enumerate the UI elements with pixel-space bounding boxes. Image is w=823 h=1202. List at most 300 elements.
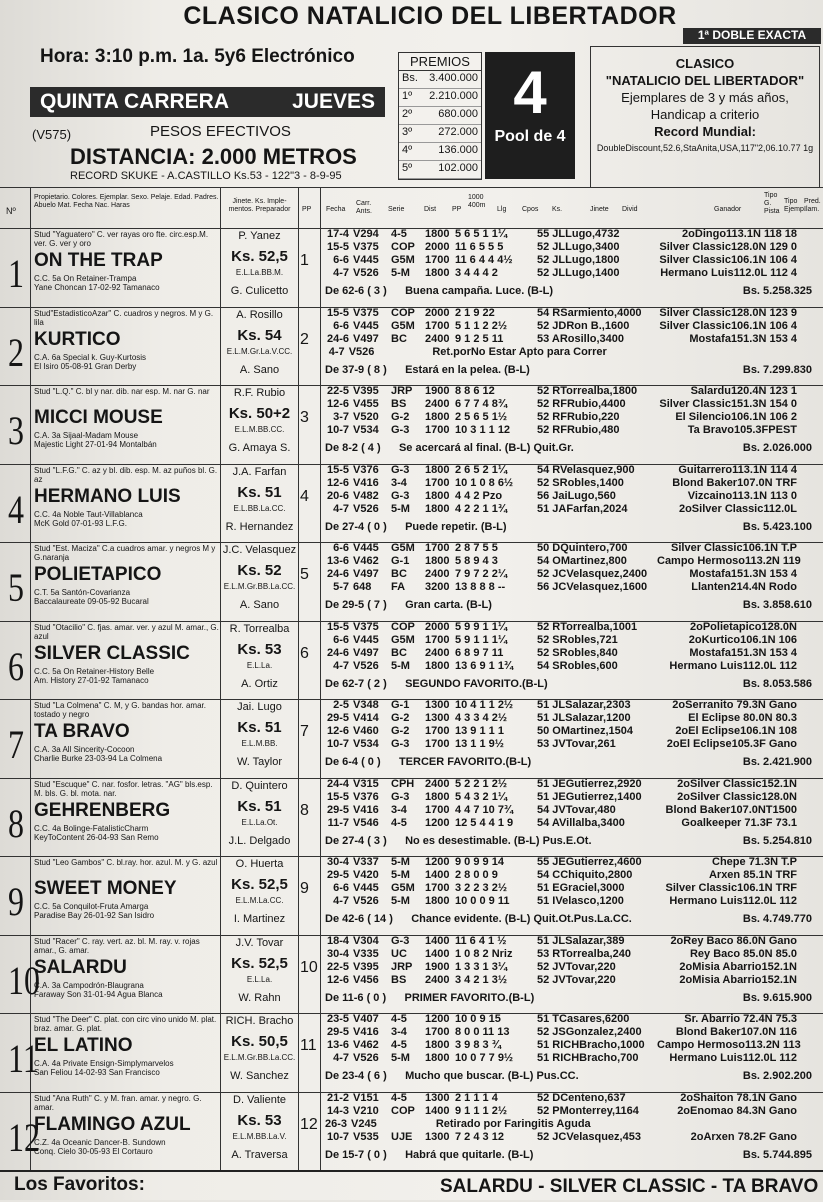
run-serie: 5-M <box>391 869 410 881</box>
post-position: 2 <box>300 330 309 348</box>
run-pos: 9 1 2 5 11 <box>455 332 504 345</box>
run-jock: 55 JEGutierrez,4600 <box>537 856 642 868</box>
run-serie: 4-5 <box>391 1091 407 1104</box>
past-run <box>325 738 820 751</box>
entry-number: 2 <box>8 329 24 375</box>
run-pos: 5 9 1 1 1¼ <box>455 633 507 646</box>
run-pos: 10 3 1 1 12 <box>455 424 511 436</box>
run-pos: 13 6 9 1 1¾ <box>455 659 514 672</box>
prize-row: 5º 102.000 <box>399 161 481 179</box>
run-carr: V376 <box>353 463 379 476</box>
horse-name: POLIETAPICO <box>34 564 162 585</box>
run-carr: V460 <box>353 725 379 737</box>
run-carr: V497 <box>353 646 379 659</box>
entry-comment-line <box>325 678 820 690</box>
run-carr: V375 <box>353 306 379 319</box>
run-jock: 51 JEGutierrez,2920 <box>537 777 642 790</box>
jockey-name: Jai. Lugo <box>237 701 282 713</box>
entry-comment-line <box>325 364 820 376</box>
past-run <box>325 307 820 320</box>
carrera-day: JUEVES <box>292 90 375 113</box>
run-carr: V304 <box>353 934 379 947</box>
run-pos: 2 5 6 5 1½ <box>455 411 507 423</box>
run-winner: Hermano Luis112.0L 112 4 <box>660 267 797 279</box>
run-date: 24-4 <box>326 777 349 790</box>
run-date: 4-7 <box>333 1052 349 1064</box>
past-run <box>325 267 820 280</box>
run-date: 12-6 <box>326 725 349 737</box>
run-carr: V462 <box>353 1039 379 1051</box>
run-date: 12-6 <box>326 476 349 489</box>
trainer-name: A. Sano <box>239 599 280 611</box>
past-run <box>325 1039 820 1052</box>
horse-entry <box>0 1013 823 1093</box>
horse-name: ON THE TRAP <box>34 250 163 271</box>
run-pos: Retirado por Faringitis Aguda <box>435 1117 591 1130</box>
weight: Ks. 52,5 <box>231 876 288 893</box>
past-run <box>325 725 820 738</box>
run-winner: Mostafa151.3N 153 4 <box>689 332 797 345</box>
run-dist: 1800 <box>425 411 450 423</box>
equipment: E.L.M.BB.La.V. <box>232 1131 287 1141</box>
run-pos: 10 4 1 1 2½ <box>455 699 514 711</box>
run-serie: BS <box>391 973 407 986</box>
run-date: 26-3 <box>325 1117 348 1130</box>
equipment: E.L.La.Ot. <box>241 817 278 827</box>
run-serie: FA <box>391 581 406 593</box>
run-dist: 1900 <box>425 960 450 973</box>
run-pos: 5 8 9 4 3 <box>455 555 498 567</box>
run-winner: Llanten214.4N Rodo <box>691 581 797 593</box>
post-position: 4 <box>300 487 309 505</box>
run-serie: G-3 <box>391 463 410 476</box>
run-serie: COP <box>391 241 415 253</box>
run-jock: 51 JAFarfan,2024 <box>537 502 628 515</box>
run-serie: 4-5 <box>391 1013 407 1025</box>
past-performances <box>325 935 820 987</box>
past-performances <box>325 464 820 516</box>
run-winner: El Silencio106.1N 106 2 <box>675 411 797 423</box>
run-pos: 2 1 9 22 <box>455 306 495 319</box>
past-run <box>325 699 820 712</box>
run-date: 24-6 <box>326 332 349 345</box>
prize-row: Bs. 3.400.000 <box>399 71 481 89</box>
run-date: 6-6 <box>333 882 349 894</box>
run-pos: 11 6 4 4 4½ <box>455 254 513 266</box>
prize-row: 3º 272.000 <box>399 125 481 143</box>
run-date: 21-2 <box>326 1091 349 1104</box>
run-dist: 2400 <box>425 973 450 986</box>
past-run <box>325 398 820 411</box>
run-pos: 10 0 7 7 9½ <box>455 1052 514 1064</box>
prize-row: 1º 2.210.000 <box>399 89 481 107</box>
run-dist: 1300 <box>425 1091 450 1104</box>
prizes-table <box>398 52 482 180</box>
run-jock: 52 JDRon B.,1600 <box>537 319 630 332</box>
past-run <box>325 254 820 267</box>
run-pos: 13 1 1 9½ <box>455 738 504 750</box>
trainer-name: A. Sano <box>239 363 280 376</box>
run-winner: Silver Classic128.0N 129 0 <box>659 241 797 253</box>
run-carr: V526 <box>353 659 379 672</box>
run-date: 6-6 <box>333 319 349 332</box>
earnings: Bs. 9.615.900 <box>742 991 812 1004</box>
run-winner: Mostafa151.3N 153 4 <box>689 568 797 580</box>
run-dist: 1700 <box>425 882 450 894</box>
run-carr: V395 <box>353 960 379 973</box>
run-pos: 5 1 1 2 2½ <box>455 319 507 332</box>
horse-name: KURTICO <box>34 328 121 350</box>
run-serie: COP <box>391 620 415 633</box>
run-serie: G-2 <box>391 411 410 423</box>
past-run <box>325 647 820 660</box>
pool-label: Pool de 4 <box>494 128 566 145</box>
run-jock: 52 SRobles,840 <box>537 646 618 659</box>
entry-comment-line <box>325 521 820 533</box>
run-date: 4-7 <box>333 502 349 515</box>
run-winner: Vizcaino113.1N 113 0 <box>687 489 797 502</box>
horse-breeding: C.C. 5a Conquilot-Fruta Amarga Paradise Bay 26-01-92 San Isidro <box>34 902 155 920</box>
run-date: 15-5 <box>326 463 349 476</box>
run-jock: 52 DCenteno,637 <box>537 1091 626 1104</box>
run-jock: 51 EGraciel,3000 <box>537 882 625 894</box>
run-carr: V526 <box>353 1052 379 1064</box>
entry-number: 11 <box>8 1036 39 1081</box>
run-winner: 2oSerranito 79.3N Gano <box>672 699 797 711</box>
entry-number: 4 <box>8 486 24 532</box>
run-date: 12-6 <box>326 973 349 986</box>
run-winner: Salardu120.4N 123 1 <box>690 385 797 397</box>
run-date: 4-7 <box>328 345 345 358</box>
carrera-label: QUINTA CARRERA <box>40 90 229 113</box>
past-run <box>325 882 820 895</box>
run-jock: 52 RTorrealba,1001 <box>537 620 638 633</box>
run-dist: 1800 <box>425 895 450 907</box>
run-winner: 2oDingo113.1N 118 18 <box>682 228 797 240</box>
run-date: 13-6 <box>326 1039 349 1051</box>
past-run <box>325 856 820 869</box>
run-serie: G5M <box>391 319 415 332</box>
run-serie: UJE <box>391 1130 413 1143</box>
past-performances <box>325 856 820 908</box>
trainer-name: G. Amaya S. <box>228 442 291 454</box>
earnings: Bs. 2.421.900 <box>742 756 812 768</box>
past-run <box>325 804 820 817</box>
run-date: 12-6 <box>326 398 349 410</box>
run-carr: V337 <box>353 856 379 868</box>
run-pos: 4 3 3 4 2½ <box>455 712 507 724</box>
run-winner: 2oMisia Abarrio152.1N <box>679 973 797 986</box>
jockey-name: A. Rosillo <box>236 308 283 321</box>
run-pos: 4 4 7 10 7¾ <box>455 803 514 816</box>
past-run <box>325 1118 820 1131</box>
horse-breeding: C.A. 3a All Sincerity-Cocoon Charlie Burke 23-03-94 La Colmena <box>34 745 163 763</box>
run-carr: V315 <box>353 777 379 790</box>
past-run <box>325 961 820 974</box>
col-jockey: Jinete. Ks. Imple-mentos. Preparador <box>228 198 291 213</box>
col-fecha: Fecha <box>326 206 346 213</box>
race-code: (V575) <box>32 127 72 142</box>
horse-entry <box>0 935 823 1015</box>
run-date: 29-5 <box>326 1026 349 1038</box>
horse-name: HERMANO LUIS <box>34 485 181 507</box>
run-winner: 2oEl Eclipse105.3F Gano <box>666 738 797 750</box>
run-winner: Blond Baker107.0NT1500 <box>665 803 797 816</box>
entry-comment-line <box>325 835 820 847</box>
run-winner: 2oPolietapico128.0N <box>690 620 797 633</box>
entry-comment: De 62-7 ( 2 ) SEGUNDO FAVORITO.(B-L) <box>325 677 548 690</box>
owner-colors: Stud "Leo Gambos" C. bl.ray. hor. azul. M. y G. azul <box>34 858 218 867</box>
run-jock: 52 SRobles,1400 <box>537 476 624 489</box>
past-run <box>325 228 820 241</box>
col-tipo: Tipo G. Pista <box>764 192 780 215</box>
run-carr: V546 <box>353 816 379 829</box>
run-winner: Silver Classic106.1N 106 4 <box>659 254 797 266</box>
jockey-name: P. Yanez <box>238 230 281 242</box>
run-winner: Silver Classic106.1N 106 4 <box>659 319 797 332</box>
run-date: 10-7 <box>326 1130 349 1143</box>
run-serie: 3-4 <box>391 476 407 489</box>
run-date: 20-6 <box>326 489 349 502</box>
run-serie: 4-5 <box>391 1039 407 1051</box>
col-ejemp: Tipo Ejemp. <box>784 198 806 213</box>
entry-comment: De 29-5 ( 7 ) Gran carta. (B-L) <box>325 599 492 611</box>
run-date: 4-7 <box>333 267 349 279</box>
run-serie: G5M <box>391 542 415 554</box>
run-date: 17-4 <box>326 228 349 240</box>
run-serie: 4-5 <box>391 228 407 240</box>
run-serie: JRP <box>391 385 413 397</box>
col-pred: Pred. Ilam. <box>804 198 821 213</box>
run-pos: 5 6 5 1 1¼ <box>455 228 507 240</box>
horse-breeding: C.T. 5a Santón-Covarianza Baccalaureate 09-05-92 Bucaral <box>34 588 149 606</box>
run-jock: 51 JLSalazar,1200 <box>537 712 631 724</box>
run-winner: 2oSilver Classic152.1N <box>677 777 797 790</box>
horse-entry <box>0 856 823 936</box>
earnings: Bs. 2.026.000 <box>742 442 812 454</box>
past-run <box>325 1013 820 1026</box>
trainer-name: A. Traversa <box>231 1148 288 1161</box>
entry-comment-line <box>325 1070 820 1082</box>
earnings: Bs. 5.254.810 <box>742 834 812 847</box>
run-carr: V335 <box>353 947 379 960</box>
favorites-label: Los Favoritos: <box>14 1174 145 1195</box>
horse-breeding: C.A. 6a Special k. Guy-Kurtosis El Isiro 05-08-91 Gran Derby <box>34 352 147 371</box>
col-owner: Propietario. Colores. Ejemplar. Sexo. Pelaje. Edad. Padres. Abuelo Mat. Fecha Nac. Haras <box>34 194 219 209</box>
run-jock: 56 JCVelasquez,1600 <box>537 581 648 593</box>
track-record: RECORD SKUKE - A.CASTILLO Ks.53 - 122"3 - 8-9-95 <box>70 170 342 182</box>
entry-comment: De 42-6 ( 14 ) Chance evidente. (B-L) Quit.Ot.Pus.La.CC. <box>325 913 632 925</box>
trainer-name: J.L. Delgado <box>228 834 291 847</box>
run-dist: 1200 <box>425 856 450 868</box>
run-pos: 7 2 4 3 12 <box>455 1130 504 1143</box>
run-dist: 1800 <box>425 555 450 567</box>
run-jock: 54 AVillalba,3400 <box>537 816 625 829</box>
run-date: 29-5 <box>326 712 349 724</box>
race-title: CLASICO NATALICIO DEL LIBERTADOR <box>183 2 677 30</box>
run-jock: 53 JVTovar,261 <box>537 738 616 750</box>
run-carr: V526 <box>353 895 379 907</box>
run-date: 6-6 <box>333 542 349 554</box>
distance: DISTANCIA: 2.000 METROS <box>70 144 357 169</box>
run-date: 29-5 <box>326 803 349 816</box>
past-performances <box>325 1013 820 1065</box>
col-ganador: Ganador <box>714 206 742 213</box>
post-position: 10 <box>300 958 318 976</box>
run-date: 30-4 <box>326 856 349 868</box>
run-serie: BC <box>391 332 407 345</box>
weight: Ks. 53 <box>237 640 282 658</box>
horse-name: SWEET MONEY <box>34 878 177 899</box>
run-carr: V294 <box>353 228 379 240</box>
run-dist: 1800 <box>425 1039 450 1051</box>
run-dist: 1800 <box>425 489 450 502</box>
run-dist: 1300 <box>425 699 450 711</box>
pesos-label: PESOS EFECTIVOS <box>150 123 291 140</box>
run-dist: 1700 <box>425 725 450 737</box>
entry-comment: De 8-2 ( 4 ) Se acercará al final. (B-L) Quit.Gr. <box>325 442 574 454</box>
horse-name: TA BRAVO <box>34 721 130 742</box>
run-winner: 2oArxen 78.2F Gano <box>690 1130 797 1143</box>
earnings: Bs. 3.858.610 <box>742 599 812 611</box>
run-serie: 3-4 <box>391 1026 407 1038</box>
jockey-name: R. Torrealba <box>229 622 290 635</box>
past-run <box>325 1026 820 1039</box>
run-jock: 51 JLSalazar,389 <box>537 934 625 947</box>
equipment: E.L.M.Gr.BB.La.CC. <box>223 1053 296 1062</box>
run-date: 3-7 <box>333 411 349 423</box>
trainer-name: I. Martinez <box>233 913 286 925</box>
horse-entry <box>0 542 823 622</box>
run-dist <box>411 1118 436 1131</box>
entry-number: 8 <box>8 800 24 846</box>
run-date: 22-5 <box>326 385 349 397</box>
jockey-name: O. Huerta <box>235 858 284 870</box>
col-dist: Dist <box>424 206 437 213</box>
run-winner: El Eclipse 80.0N 80.3 <box>688 712 797 724</box>
run-carr: V534 <box>353 424 379 436</box>
entry-comment: De 27-4 ( 3 ) No es desestimable. (B-L) Pus.E.Ot. <box>325 834 592 847</box>
trainer-name: G. Culicetto <box>230 285 289 297</box>
past-performances <box>325 385 820 437</box>
run-dist: 1700 <box>425 633 450 646</box>
owner-colors: Stud "L.Q." C. bl y nar. dib. nar esp. M. nar G. nar <box>34 387 210 396</box>
run-dist: 1800 <box>425 267 450 279</box>
run-jock: 50 DQuintero,700 <box>537 542 628 554</box>
prizes-header: PREMIOS <box>399 53 481 71</box>
past-run <box>325 1092 820 1105</box>
run-carr: V210 <box>353 1104 379 1117</box>
run-jock: 52 JCVelasquez,2400 <box>537 568 648 580</box>
run-carr: V497 <box>353 568 379 580</box>
equipment: E.L.La.BB.M. <box>235 268 284 277</box>
past-performances <box>325 307 820 359</box>
horse-breeding: C.Z. 4a Oceanic Dancer-B. Sundown Conq. Cielo 30-05-93 El Cortauro <box>34 1137 166 1156</box>
run-dist: 1800 <box>425 659 450 672</box>
run-jock: 52 JVTovar,220 <box>537 960 616 973</box>
run-pos: 10 0 0 9 11 <box>455 895 510 907</box>
run-serie: 5-M <box>391 895 410 907</box>
run-dist: 3200 <box>425 581 450 593</box>
run-serie: G-1 <box>391 555 410 567</box>
run-jock: 52 SRobles,721 <box>537 633 618 646</box>
col-carr: Carr. Ants. <box>356 200 372 215</box>
horse-breeding: C.C. 4a Bolinge-FatalisticCharm KeyToContent 26-04-93 San Remo <box>34 823 159 842</box>
run-winner: 2oSilver Classic112.0L <box>678 502 797 515</box>
run-dist: 1700 <box>425 476 450 489</box>
run-serie: G-2 <box>391 725 410 737</box>
col-cpos: Cpos <box>522 206 539 213</box>
run-pos: 6 8 9 7 11 <box>455 646 504 659</box>
past-run <box>325 464 820 477</box>
past-performances <box>325 621 820 673</box>
post-position: 12 <box>300 1115 318 1133</box>
post-position: 11 <box>300 1037 317 1054</box>
run-dist: 1700 <box>425 1026 450 1038</box>
jockey-name: J.V. Tovar <box>235 936 284 949</box>
past-run <box>325 581 820 594</box>
entry-comment-line <box>325 442 820 454</box>
run-carr: V348 <box>353 699 379 711</box>
record-mundial-label: Record Mundial: <box>654 124 756 139</box>
run-date: 18-4 <box>326 934 349 947</box>
entry-comment: De 27-4 ( 0 ) Puede repetir. (B-L) <box>325 520 507 533</box>
equipment: E.L.BB.La.CC. <box>233 503 286 513</box>
run-dist: 2000 <box>425 241 450 253</box>
weight: Ks. 51 <box>237 719 282 736</box>
past-run <box>325 241 820 254</box>
run-pos: 1 3 3 1 3¼ <box>455 960 507 973</box>
run-carr: V376 <box>353 790 379 803</box>
past-performances <box>325 1092 820 1144</box>
run-carr: V416 <box>353 803 379 816</box>
run-carr: V375 <box>353 620 379 633</box>
run-jock: 51 RICHBracho,1000 <box>537 1039 645 1051</box>
run-jock: 54 RSarmiento,4000 <box>537 306 642 319</box>
run-dist: 1700 <box>425 319 450 332</box>
doble-exacta-badge: 1ª DOBLE EXACTA <box>683 28 821 44</box>
run-jock: 53 RTorrealba,240 <box>537 947 631 960</box>
run-date: 4-7 <box>333 659 349 672</box>
weight: Ks. 52,5 <box>231 954 288 972</box>
run-pos: 1 0 8 2 Nriz <box>455 947 513 960</box>
run-date: 24-6 <box>326 568 349 580</box>
past-run <box>325 424 820 437</box>
entry-number: 5 <box>8 565 24 610</box>
run-dist <box>408 346 433 359</box>
weight: Ks. 50+2 <box>228 405 291 422</box>
run-serie: BC <box>391 568 407 580</box>
run-winner: Chepe 71.3N T.P <box>712 856 797 868</box>
past-run <box>325 1131 820 1144</box>
past-run <box>325 778 820 791</box>
run-winner: 2oMisia Abarrio152.1N <box>679 960 797 973</box>
run-serie: G5M <box>391 882 415 894</box>
run-carr: V416 <box>353 1026 379 1038</box>
run-serie: G-1 <box>391 699 410 711</box>
past-performances <box>325 228 820 280</box>
run-winner: Hermano Luis112.0L 112 <box>669 895 797 907</box>
run-jock: 51 IVelasco,1200 <box>537 895 624 907</box>
run-carr: V526 <box>353 267 379 279</box>
post-position: 9 <box>300 880 309 897</box>
horse-entry <box>0 307 823 387</box>
earnings: Bs. 7.299.830 <box>742 363 812 376</box>
past-performances <box>325 699 820 751</box>
run-dist: 1400 <box>425 934 450 947</box>
horse-entry <box>0 699 823 779</box>
entry-comment-line <box>325 285 820 297</box>
